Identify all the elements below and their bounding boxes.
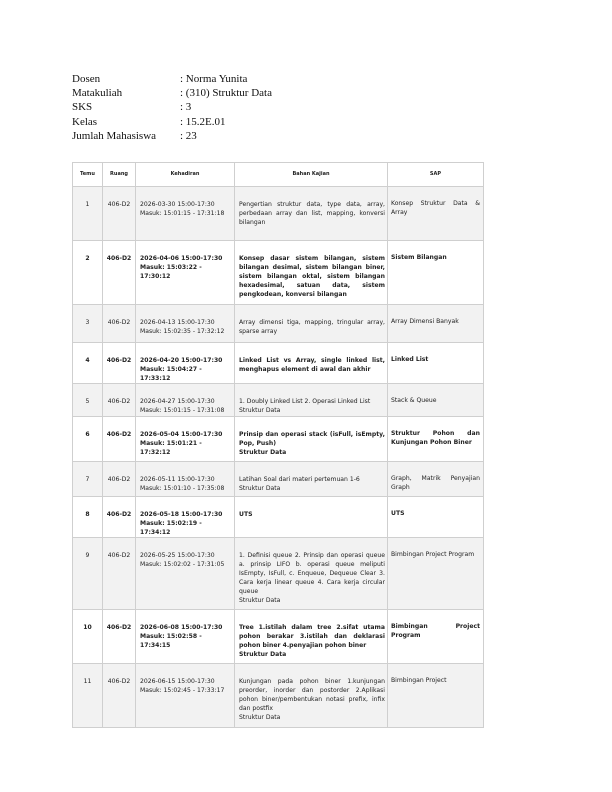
- topic-text: Konsep dasar sistem bilangan, sistem bilangan desimal, sistem bilangan biner, sistem bilangan oktal, sistem bilangan hexadesimal, satuan data, sistem pengkodean, konversi bilangan: [239, 255, 385, 298]
- header-sap: SAP: [388, 163, 484, 187]
- cell-bahan-kajian: [235, 305, 388, 343]
- cell-bahan-kajian: [235, 664, 388, 728]
- cell-kehadiran: [136, 610, 235, 664]
- header-bahan-kajian: Bahan Kajian: [235, 163, 388, 187]
- info-row-sks: [72, 100, 372, 114]
- topic-course: Struktur Data: [239, 485, 281, 492]
- cell-kehadiran: [136, 343, 235, 384]
- cell-sap: Bimbingan Project Program: [388, 610, 484, 664]
- attendance-table: [72, 162, 484, 728]
- cell-bahan-kajian: [235, 462, 388, 497]
- course-info: [72, 72, 372, 143]
- cell-bahan-kajian: [235, 497, 388, 538]
- topic-course: Struktur Data: [239, 407, 281, 414]
- cell-temu: 9: [73, 538, 103, 610]
- cell-bahan-kajian: [235, 187, 388, 241]
- table-row: [73, 241, 484, 305]
- cell-ruang: 406-D2: [103, 343, 136, 384]
- info-value: : 15.2E.01: [180, 115, 226, 128]
- info-row-dosen: [72, 72, 372, 86]
- table-header-row: [73, 163, 484, 187]
- cell-sap: Konsep Struktur Data & Array: [388, 187, 484, 241]
- cell-kehadiran: [136, 538, 235, 610]
- info-label: Dosen: [72, 73, 101, 85]
- cell-temu: 1: [73, 187, 103, 241]
- cell-kehadiran: [136, 241, 235, 305]
- header-temu: Temu: [73, 163, 103, 187]
- cell-sap: Stack & Queue: [388, 384, 484, 417]
- topic-text: UTS: [239, 511, 253, 518]
- header-kehadiran: Kehadiran: [136, 163, 235, 187]
- cell-temu: 3: [73, 305, 103, 343]
- info-label: Matakuliah: [72, 87, 123, 100]
- table-row: [73, 384, 484, 417]
- cell-sap: Array Dimensi Banyak: [388, 305, 484, 343]
- topic-text: Prinsip dan operasi stack (isFull, isEmpty, Pop, Push): [239, 431, 385, 447]
- session-time: 2026-04-27 15:00-17:30: [140, 398, 215, 405]
- session-time: 2026-03-30 15:00-17:30: [140, 201, 215, 208]
- cell-kehadiran: [136, 462, 235, 497]
- cell-kehadiran: [136, 384, 235, 417]
- session-time: 2026-04-13 15:00-17:30: [140, 319, 215, 326]
- cell-bahan-kajian: [235, 417, 388, 462]
- cell-kehadiran: [136, 664, 235, 728]
- session-time: 2026-04-06 15:00-17:30: [140, 255, 223, 262]
- table-row: [73, 497, 484, 538]
- info-label: Kelas: [72, 115, 98, 128]
- session-time: 2026-05-18 15:00-17:30: [140, 511, 223, 518]
- cell-temu: 4: [73, 343, 103, 384]
- info-value: : 23: [180, 129, 197, 142]
- topic-text: Array dimensi tiga, mapping, tringular array, sparse array: [239, 319, 385, 335]
- cell-bahan-kajian: [235, 241, 388, 305]
- topic-text: Latihan Soal dari materi pertemuan 1-6: [239, 476, 360, 483]
- check-in-time: Masuk: 15:01:15 - 17:31:08: [140, 407, 225, 414]
- cell-sap: Bimbingan Project Program: [388, 538, 484, 610]
- check-in-time: Masuk: 15:01:21 - 17:32:12: [140, 440, 202, 456]
- cell-temu: 7: [73, 462, 103, 497]
- info-value: : 3: [180, 101, 192, 114]
- cell-temu: 5: [73, 384, 103, 417]
- session-time: 2026-05-04 15:00-17:30: [140, 431, 223, 438]
- topic-course: Struktur Data: [239, 651, 287, 658]
- check-in-time: Masuk: 15:03:22 - 17:30:12: [140, 264, 202, 280]
- topic-text: Kunjungan pada pohon biner 1.kunjungan preorder, inorder dan postorder 2.Aplikasi pohon biner/pembentukan notasi prefix, infix dan postfix: [239, 678, 385, 712]
- cell-ruang: 406-D2: [103, 241, 136, 305]
- cell-ruang: 406-D2: [103, 305, 136, 343]
- info-row-kelas: [72, 115, 372, 129]
- session-time: 2026-04-20 15:00-17:30: [140, 357, 223, 364]
- cell-ruang: 406-D2: [103, 462, 136, 497]
- info-value: : (310) Struktur Data: [180, 87, 272, 100]
- info-row-jumlah-mahasiswa: [72, 129, 372, 143]
- check-in-time: Masuk: 15:02:02 - 17:31:05: [140, 561, 225, 568]
- table-row: [73, 343, 484, 384]
- topic-course: Struktur Data: [239, 597, 281, 604]
- cell-bahan-kajian: [235, 384, 388, 417]
- check-in-time: Masuk: 15:02:35 - 17:32:12: [140, 328, 225, 335]
- table-row: [73, 417, 484, 462]
- cell-kehadiran: [136, 187, 235, 241]
- cell-ruang: 406-D2: [103, 384, 136, 417]
- info-row-matakuliah: [72, 86, 372, 100]
- cell-sap: UTS: [388, 497, 484, 538]
- topic-text: 1. Doubly Linked List 2. Operasi Linked List: [239, 398, 371, 405]
- cell-kehadiran: [136, 305, 235, 343]
- topic-text: 1. Definisi queue 2. Prinsip dan operasi queue a. prinsip LIFO b. operasi queue meliputi IsEmpty, IsFull, c. Enqueue, Dequeue Clear 3. Cara kerja linear queue 4. Cara kerja circular queue: [239, 552, 385, 595]
- topic-text: Pengertian struktur data, type data, array, perbedaan array dan list, mapping, konversi bilangan: [239, 201, 385, 226]
- info-label: Jumlah Mahasiswa: [72, 129, 157, 142]
- cell-ruang: 406-D2: [103, 417, 136, 462]
- header-ruang: Ruang: [103, 163, 136, 187]
- cell-kehadiran: [136, 497, 235, 538]
- session-time: 2026-05-11 15:00-17:30: [140, 476, 215, 483]
- session-time: 2026-06-15 15:00-17:30: [140, 678, 215, 685]
- table-row: [73, 664, 484, 728]
- cell-sap: Graph, Matrik Penyajian Graph: [388, 462, 484, 497]
- topic-text: Tree 1.istilah dalam tree 2.sifat utama pohon berakar 3.istilah dan deklarasi pohon biner 4.penyajian pohon biner: [239, 624, 385, 649]
- cell-sap: Sistem Bilangan: [388, 241, 484, 305]
- cell-temu: 11: [73, 664, 103, 728]
- topic-text: Linked List vs Array, single linked list, menghapus element di awal dan akhir: [239, 357, 385, 373]
- cell-temu: 2: [73, 241, 103, 305]
- cell-sap: Linked List: [388, 343, 484, 384]
- check-in-time: Masuk: 15:02:45 - 17:33:17: [140, 687, 225, 694]
- check-in-time: Masuk: 15:04:27 - 17:33:12: [140, 366, 202, 382]
- topic-course: Struktur Data: [239, 449, 287, 456]
- cell-ruang: 406-D2: [103, 187, 136, 241]
- cell-ruang: 406-D2: [103, 610, 136, 664]
- cell-kehadiran: [136, 417, 235, 462]
- topic-course: Struktur Data: [239, 714, 281, 721]
- table-row: [73, 610, 484, 664]
- cell-sap: Struktur Pohon dan Kunjungan Pohon Biner: [388, 417, 484, 462]
- cell-ruang: 406-D2: [103, 497, 136, 538]
- check-in-time: Masuk: 15:02:19 - 17:34:12: [140, 520, 202, 536]
- info-label: SKS: [72, 101, 93, 114]
- cell-temu: 10: [73, 610, 103, 664]
- cell-bahan-kajian: [235, 343, 388, 384]
- cell-bahan-kajian: [235, 538, 388, 610]
- info-value: : Norma Yunita: [180, 73, 248, 85]
- cell-ruang: 406-D2: [103, 664, 136, 728]
- cell-temu: 6: [73, 417, 103, 462]
- table-row: [73, 305, 484, 343]
- check-in-time: Masuk: 15:01:10 - 17:35:08: [140, 485, 225, 492]
- table-row: [73, 538, 484, 610]
- table-row: [73, 187, 484, 241]
- cell-bahan-kajian: [235, 610, 388, 664]
- check-in-time: Masuk: 15:02:58 - 17:34:15: [140, 633, 202, 649]
- session-time: 2026-06-08 15:00-17:30: [140, 624, 223, 631]
- cell-ruang: 406-D2: [103, 538, 136, 610]
- cell-sap: Bimbingan Project: [388, 664, 484, 728]
- session-time: 2026-05-25 15:00-17:30: [140, 552, 215, 559]
- table-row: [73, 462, 484, 497]
- check-in-time: Masuk: 15:01:15 - 17:31:18: [140, 210, 225, 217]
- cell-temu: 8: [73, 497, 103, 538]
